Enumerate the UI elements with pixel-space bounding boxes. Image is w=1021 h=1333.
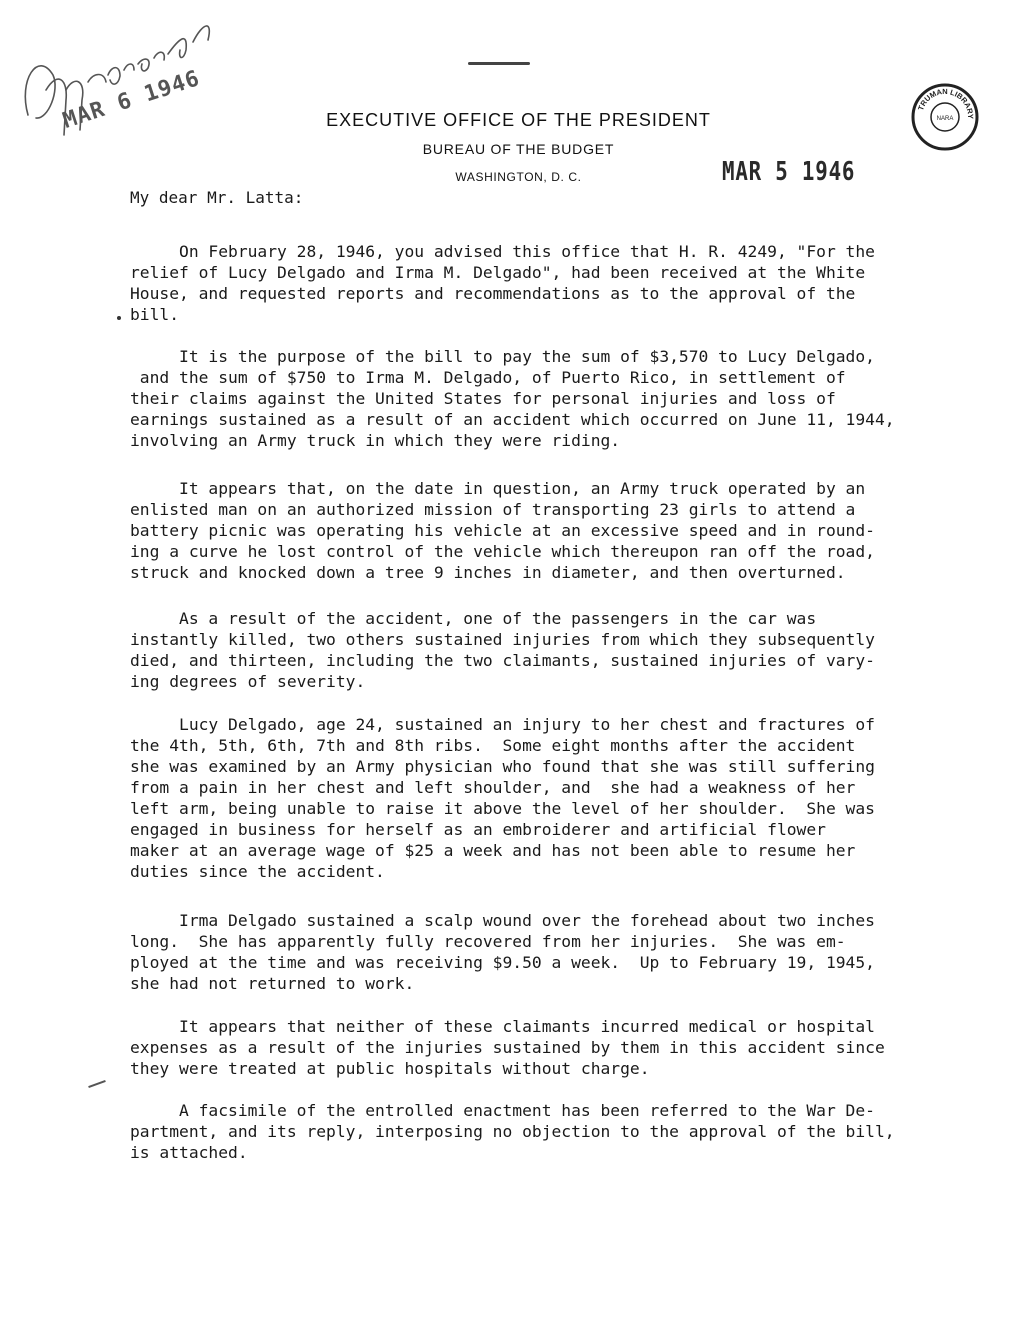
- svg-text:NARA: NARA: [936, 116, 954, 122]
- salutation: My dear Mr. Latta:: [130, 188, 304, 207]
- margin-dot: [117, 316, 121, 320]
- letterhead-city: WASHINGTON, D. C.: [455, 170, 582, 184]
- paragraph-7: It appears that neither of these claimants incurred medical or hospital expenses as a result of the injuries sustained by them in this accident since they were treated at public hospitals without charge.: [130, 1017, 885, 1078]
- date-stamp: MAR 5 1946: [722, 157, 856, 187]
- letterhead-bureau: BUREAU OF THE BUDGET: [422, 141, 615, 157]
- paragraph-8: A facsimile of the entrolled enactment has been referred to the War De- partment, and its reply, interposing no objection to the approval of the bill, is attached.: [130, 1101, 895, 1162]
- paragraph-6: Irma Delgado sustained a scalp wound over the forehead about two inches long. She has apparently fully recovered from her injuries. She was em- ployed at the time and was receiving $9.50 a week. Up to February 19, 1945, she had not returned to work.: [130, 911, 875, 993]
- truman-library-seal: [910, 82, 980, 152]
- paragraph-3: It appears that, on the date in question, an Army truck operated by an enlisted man on an authorized mission of transporting 23 girls to attend a battery picnic was operating his vehicle at an excessive speed and in round- ing a curve he lost control of the vehicle which thereupon ran off the road, struck and knocked down a tree 9 inches in diameter, and then overturned.: [130, 479, 875, 582]
- paragraph-4: As a result of the accident, one of the passengers in the car was instantly killed, two others sustained injuries from which they subsequently died, and thirteen, including the two claimants, sustained injuries of vary- ing degrees of severity.: [130, 609, 875, 691]
- top-dash-mark: [468, 62, 530, 65]
- letterhead-office: EXECUTIVE OFFICE OF THE PRESIDENT: [326, 110, 711, 130]
- paragraph-1: On February 28, 1946, you advised this office that H. R. 4249, "For the relief of Lucy Delgado and Irma M. Delgado", had been received at the White House, and requested reports and recommendations as to the approval of the bill.: [130, 242, 875, 324]
- paragraph-5: Lucy Delgado, age 24, sustained an injury to her chest and fractures of the 4th, 5th, 6th, 7th and 8th ribs. Some eight months after the accident she was examined by an Army physician who found that she was still suffering from a pain in her chest and left shoulder, and she had a weakness of her left arm, being unable to raise it above the level of her shoulder. She was engaged in business for herself as an embroiderer and artificial flower maker at an average wage of $25 a week and has not been able to resume her duties since the accident.: [130, 715, 875, 881]
- paragraph-2: It is the purpose of the bill to pay the sum of $3,570 to Lucy Delgado, and the sum of $750 to Irma M. Delgado, of Puerto Rico, in settlement of their claims against the United States for personal injuries and loss of earnings sustained as a result of an accident which occurred on June 11, 1944, involving an Army truck in which they were riding.: [130, 347, 895, 450]
- margin-tick-mark: [88, 1080, 106, 1088]
- handwritten-received-date: MAR 6 1946: [60, 65, 204, 134]
- svg-text:TRUMAN LIBRARY: TRUMAN LIBRARY: [916, 86, 976, 120]
